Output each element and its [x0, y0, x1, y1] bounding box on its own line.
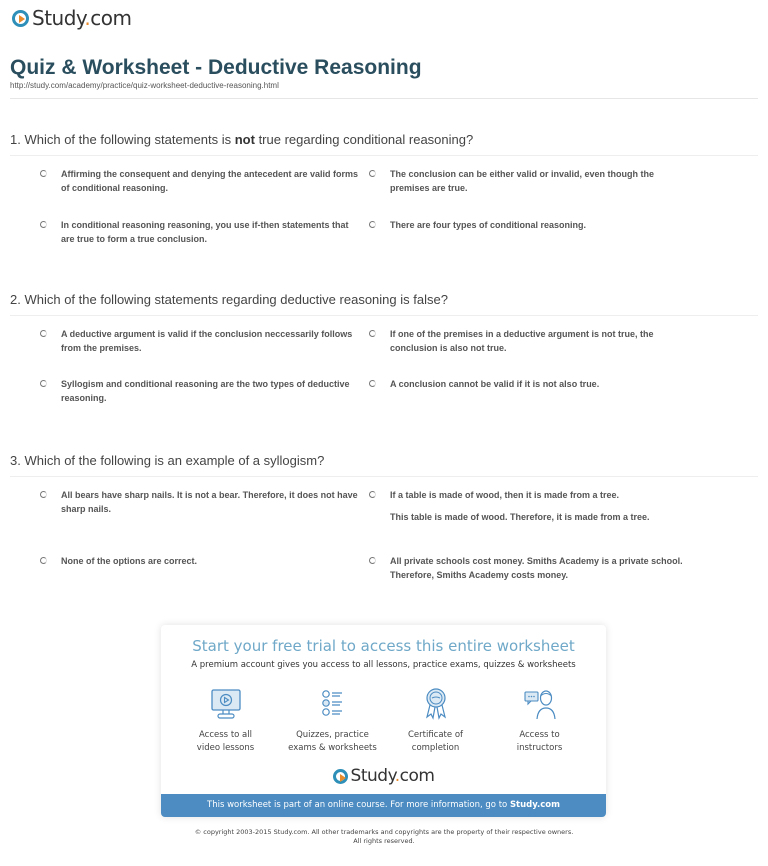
question-3 — [10, 453, 758, 477]
answer-option[interactable]: The conclusion can be either valid or invalid, even though the premises are true. — [369, 167, 689, 195]
question-2 — [10, 292, 758, 316]
answer-option[interactable]: All private schools cost money. Smiths Academy is a private school. Therefore, Smiths Academy costs money. — [369, 554, 689, 582]
video-lesson-icon — [209, 687, 243, 721]
question-3-title: 3. Which of the following is an example of a syllogism? — [10, 453, 325, 468]
feature-certificate: Certificate of completion — [383, 687, 488, 755]
study-link[interactable]: Study.com — [509, 800, 560, 810]
answer-option[interactable]: Affirming the consequent and denying the antecedent are valid forms of conditional reasoning. — [40, 167, 360, 195]
radio-icon[interactable] — [40, 380, 47, 387]
question-divider — [10, 476, 758, 477]
answer-option[interactable]: All bears have sharp nails. It is not a bear. Therefore, it does not have sharp nails. — [40, 488, 360, 516]
promo-title[interactable]: Start your free trial to access this entire worksheet — [192, 637, 575, 655]
promo-info-bar: This worksheet is part of an online course. For more information, go to Study.com — [161, 794, 606, 817]
promo-study-logo[interactable]: Study.com — [161, 766, 606, 786]
page-url[interactable]: http://study.com/academy/practice/quiz-worksheet-deductive-reasoning.html — [10, 81, 279, 90]
radio-icon[interactable] — [40, 221, 47, 228]
question-divider — [10, 315, 758, 316]
answer-option[interactable]: In conditional reasoning reasoning, you use if-then statements that are true to form a true conclusion. — [40, 218, 360, 246]
radio-icon[interactable] — [369, 380, 376, 387]
instructor-icon — [523, 687, 557, 721]
radio-icon[interactable] — [369, 557, 376, 564]
answer-option[interactable]: None of the options are correct. — [40, 554, 360, 568]
logo-dot: . — [84, 6, 91, 30]
answer-option[interactable] — [369, 488, 689, 524]
header-divider — [10, 98, 758, 99]
feature-quizzes: Quizzes, practice exams & worksheets — [280, 687, 385, 755]
quiz-list-icon — [316, 687, 350, 721]
question-2-title: 2. Which of the following statements regarding deductive reasoning is false? — [10, 292, 448, 307]
option-line-1: If a table is made of wood, then it is made from a tree. — [390, 490, 620, 500]
radio-icon[interactable] — [369, 330, 376, 337]
certificate-icon — [419, 687, 453, 721]
radio-icon[interactable] — [40, 330, 47, 337]
radio-icon[interactable] — [369, 170, 376, 177]
question-divider — [10, 155, 758, 156]
free-trial-promo[interactable] — [161, 625, 606, 817]
promo-subtitle: A premium account gives you access to all lessons, practice exams, quizzes & worksheets — [191, 660, 576, 670]
study-logo[interactable] — [12, 6, 131, 30]
question-1 — [10, 132, 758, 156]
radio-icon[interactable] — [369, 491, 376, 498]
play-logo-icon — [12, 10, 29, 27]
feature-video-lessons: Access to all video lessons — [173, 687, 278, 755]
radio-icon[interactable] — [369, 221, 376, 228]
radio-icon[interactable] — [40, 557, 47, 564]
play-logo-icon — [333, 769, 348, 784]
answer-option[interactable]: A conclusion cannot be valid if it is not also true. — [369, 377, 689, 391]
page-title: Quiz & Worksheet - Deductive Reasoning — [10, 56, 422, 79]
copyright-footer: © copyright 2003-2015 Study.com. All other trademarks and copyrights are the property of their respective owners. All rights reserved. — [194, 828, 574, 845]
answer-option[interactable]: A deductive argument is valid if the conclusion neccessarily follows from the premises. — [40, 327, 360, 355]
radio-icon[interactable] — [40, 170, 47, 177]
logo-tld: com — [90, 6, 132, 30]
question-1-title: 1. Which of the following statements is not true regarding conditional reasoning? — [10, 132, 474, 147]
option-line-2: This table is made of wood. Therefore, it is made from a tree. — [390, 512, 650, 522]
answer-option[interactable]: There are four types of conditional reasoning. — [369, 218, 689, 232]
answer-option[interactable]: If one of the premises in a deductive argument is not true, the conclusion is also not true. — [369, 327, 689, 355]
logo-brand: Study — [32, 6, 85, 30]
feature-instructors: Access to instructors — [487, 687, 592, 755]
answer-option[interactable]: Syllogism and conditional reasoning are the two types of deductive reasoning. — [40, 377, 360, 405]
radio-icon[interactable] — [40, 491, 47, 498]
